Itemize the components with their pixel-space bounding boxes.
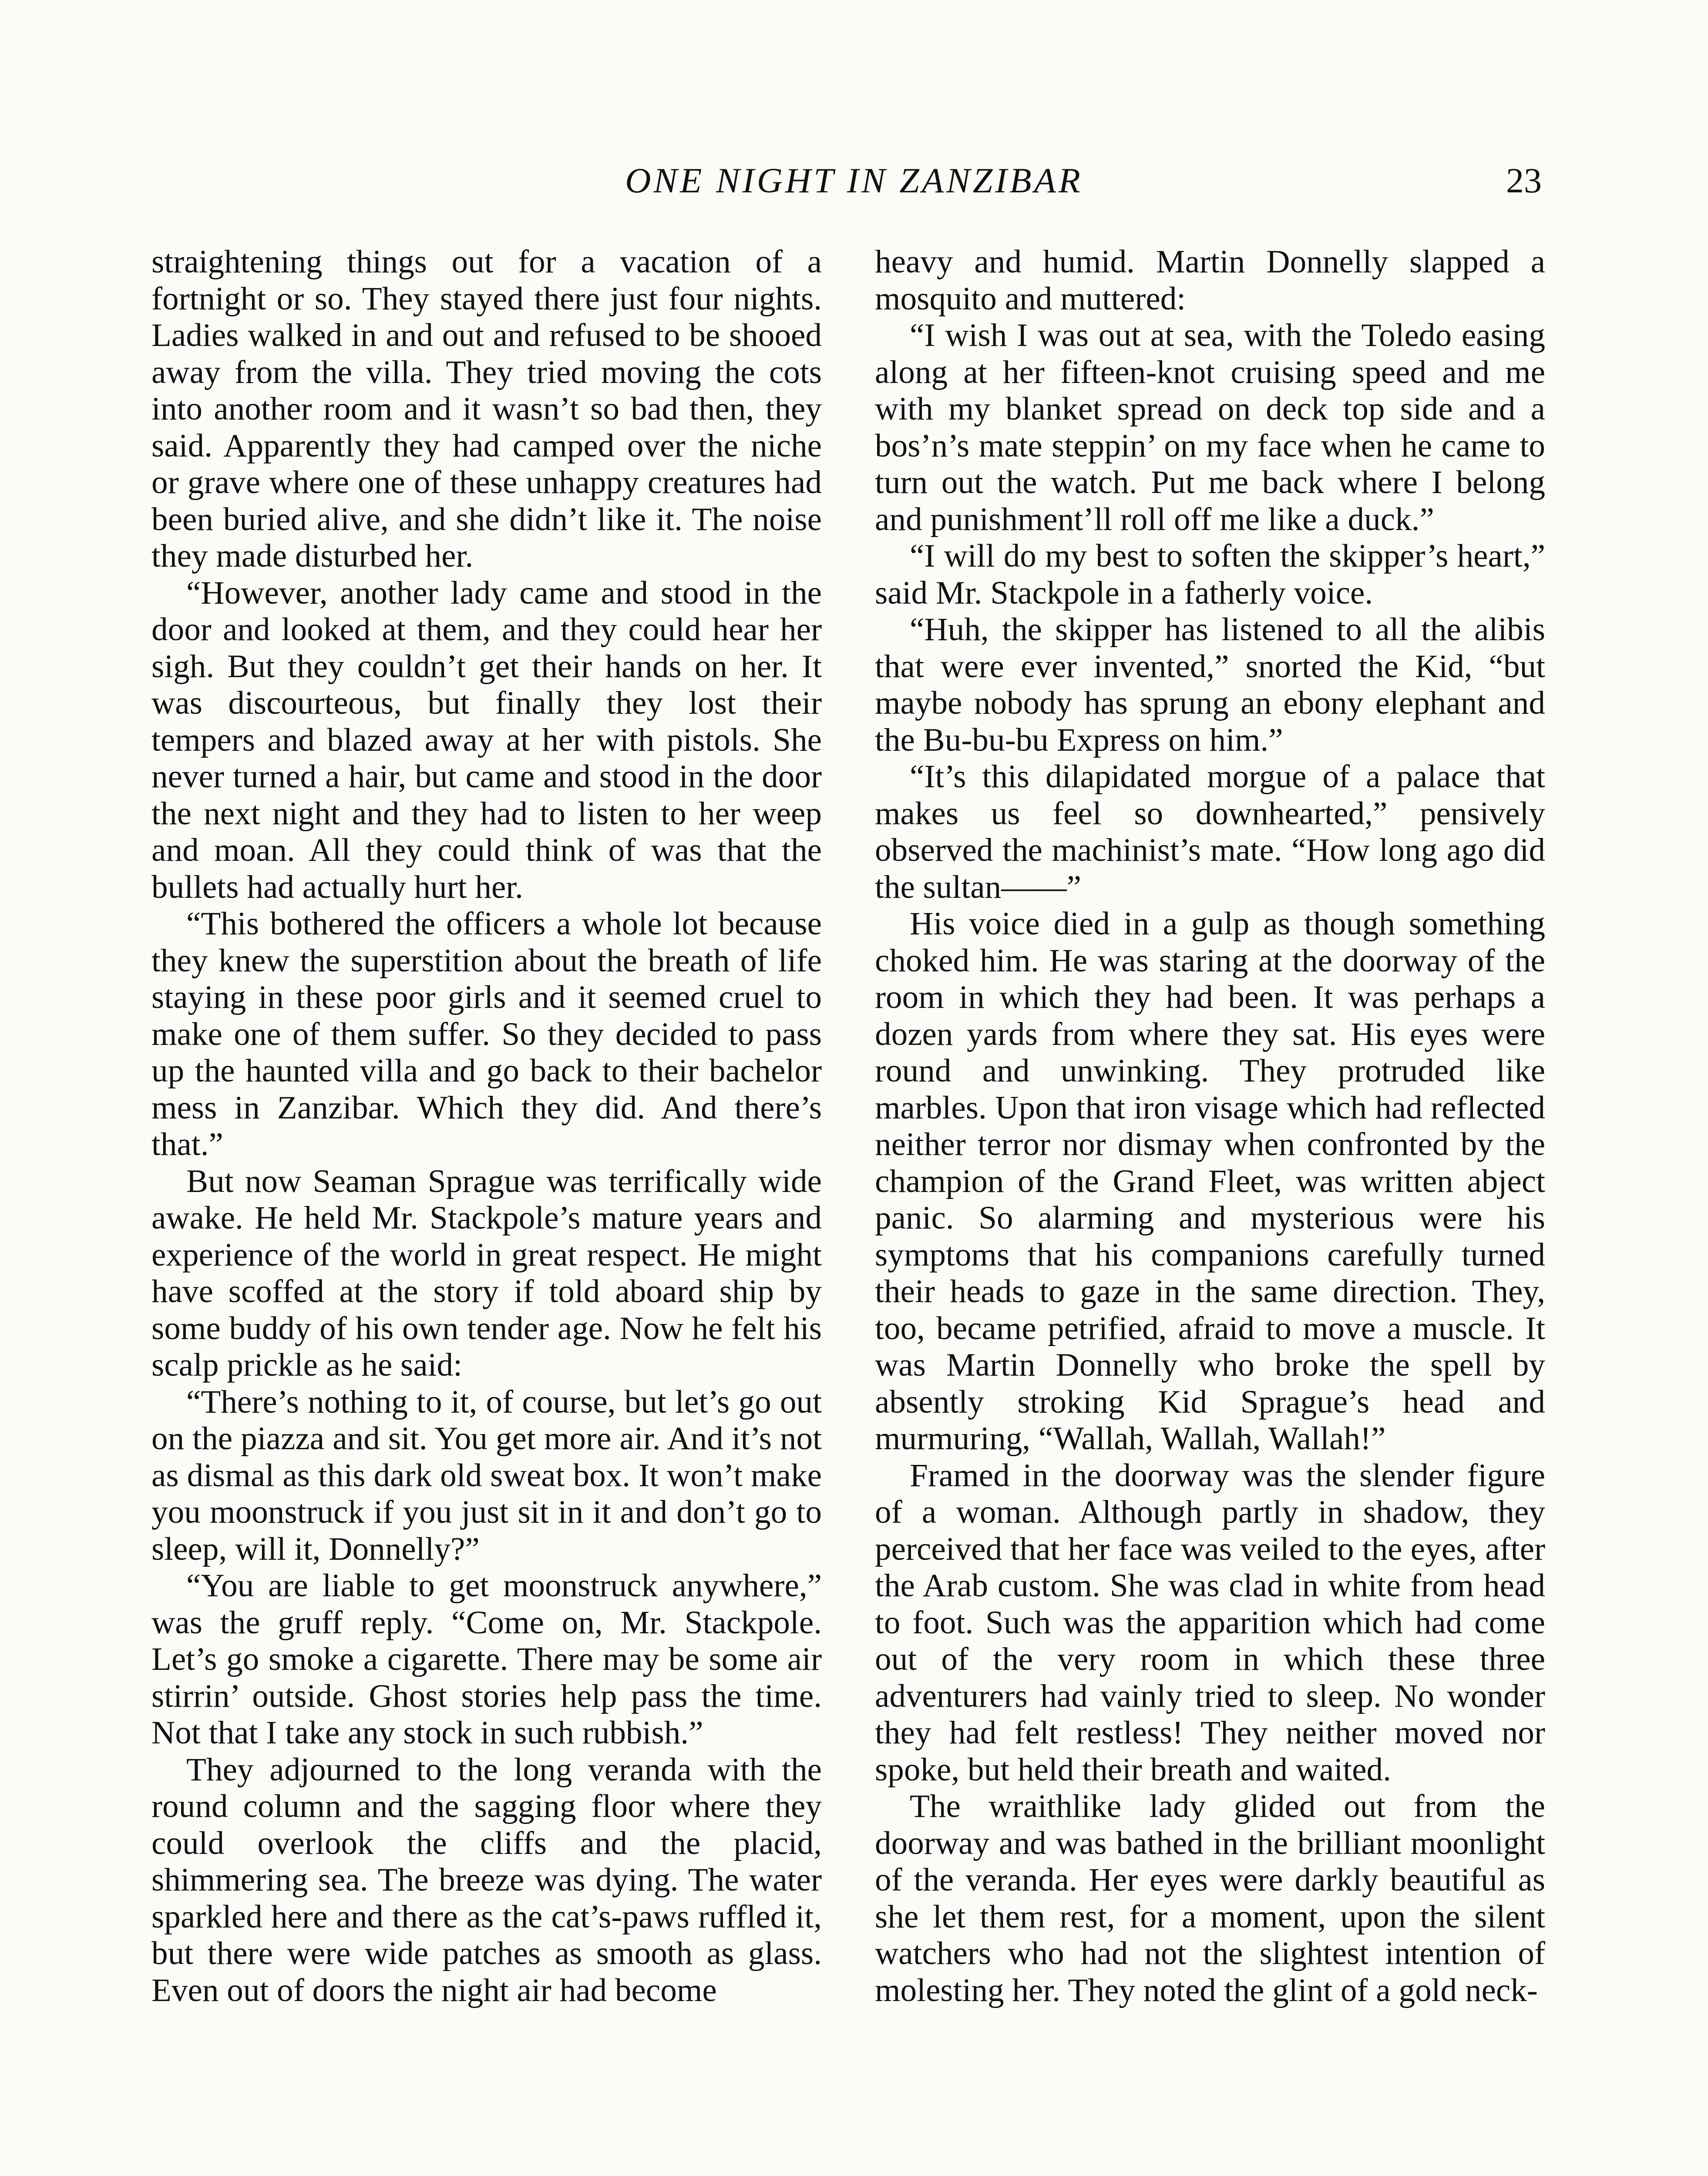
paragraph: “It’s this dilapidated morgue of a palace that makes us feel so downhearted,” pensively observed the machinist’s mate. “How long ago did the sultan——” — [875, 759, 1545, 905]
paragraph: “I will do my best to soften the skipper’s heart,” said Mr. Stackpole in a fatherly voice. — [875, 538, 1545, 611]
running-title: ONE NIGHT IN ZANZIBAR — [625, 161, 1083, 200]
paragraph: They adjourned to the long veranda with the round column and the sagging floor where they could overlook the cliffs and the placid, shimmering sea. The breeze was dying. The water sparkled here and there as the cat’s-paws ruffled it, but there were wide patches as smooth as glass. Even out of doors the night air had become — [151, 1751, 822, 2008]
paragraph: “There’s nothing to it, of course, but let’s go out on the piazza and sit. You get more air. And it’s not as dismal as this dark old sweat box. It won’t make you moonstruck if you just sit in it and don’t go to sleep, will it, Donnelly?” — [151, 1384, 822, 1567]
paragraph: “I wish I was out at sea, with the Toledo easing along at her fifteen-knot cruising speed and me with my blanket spread on deck top side and a bos’n’s mate steppin’ on my face when he came to turn out the watch. Put me back where I belong and punishment’ll roll off me like a duck.” — [875, 317, 1545, 537]
paragraph: Framed in the doorway was the slender figure of a woman. Although partly in shadow, they perceived that her face was veiled to the eyes, after the Arab custom. She was clad in white from head to foot. Such was the apparition which had come out of the very room in which these three adventurers had vainly tried to sleep. No wonder they had felt restless! They neither moved nor spoke, but held their breath and waited. — [875, 1457, 1545, 1788]
paragraph: straightening things out for a vacation of a fortnight or so. They stayed there just four nights. Ladies walked in and out and refused to be shooed away from the villa. They tried moving the cots into another room and it wasn’t so bad then, they said. Apparently they had camped over the niche or grave where one of these unhappy creatures had been buried alive, and she didn’t like it. The noise they made disturbed her. — [151, 244, 822, 574]
paragraph: But now Seaman Sprague was terrifically wide awake. He held Mr. Stackpole’s mature years and experience of the world in great respect. He might have scoffed at the story if told aboard ship by some buddy of his own tender age. Now he felt his scalp prickle as he said: — [151, 1163, 822, 1383]
paragraph: “However, another lady came and stood in the door and looked at them, and they could hear her sigh. But they couldn’t get their hands on her. It was discourteous, but finally they lost their tempers and blazed away at her with pistols. She never turned a hair, but came and stood in the door the next night and they had to listen to her weep and moan. All they could think of was that the bullets had actually hurt her. — [151, 574, 822, 905]
paragraph: His voice died in a gulp as though something choked him. He was staring at the doorway of the room in which they had been. It was perhaps a dozen yards from where they sat. His eyes were round and unwinking. They protruded like marbles. Upon that iron visage which had reflected neither terror nor dismay when confronted by the champion of the Grand Fleet, was written abject panic. So alarming and mysterious were his symptoms that his companions carefully turned their heads to gaze in the same direction. They, too, became petrified, afraid to move a muscle. It was Martin Donnelly who broke the spell by absently stroking Kid Sprague’s head and murmuring, “Wallah, Wallah, Wallah!” — [875, 906, 1545, 1457]
page-number: 23 — [1506, 161, 1542, 200]
page-header — [0, 160, 1708, 208]
paragraph: “This bothered the officers a whole lot because they knew the superstition about the breath of life staying in these poor girls and it seemed cruel to make one of them suffer. So they decided to pass up the haunted villa and go back to their bachelor mess in Zanzibar. Which they did. And there’s that.” — [151, 906, 822, 1162]
paragraph: heavy and humid. Martin Donnelly slapped a mosquito and muttered: — [875, 244, 1545, 317]
paragraph: The wraithlike lady glided out from the doorway and was bathed in the brilliant moonlight of the veranda. Her eyes were darkly beautiful as she let them rest, for a moment, upon the silent watchers who had not the slightest intention of molesting her. They noted the glint of a gold neck- — [875, 1788, 1545, 2008]
right-column — [875, 244, 1545, 2176]
paragraph: “You are liable to get moonstruck anywhere,” was the gruff reply. “Come on, Mr. Stackpole. Let’s go smoke a cigarette. There may be some air stirrin’ outside. Ghost stories help pass the time. Not that I take any stock in such rubbish.” — [151, 1568, 822, 1751]
paragraph: “Huh, the skipper has listened to all the alibis that were ever invented,” snorted the Kid, “but maybe nobody has sprung an ebony elephant and the Bu-bu-bu Express on him.” — [875, 611, 1545, 758]
left-column — [151, 244, 822, 2176]
